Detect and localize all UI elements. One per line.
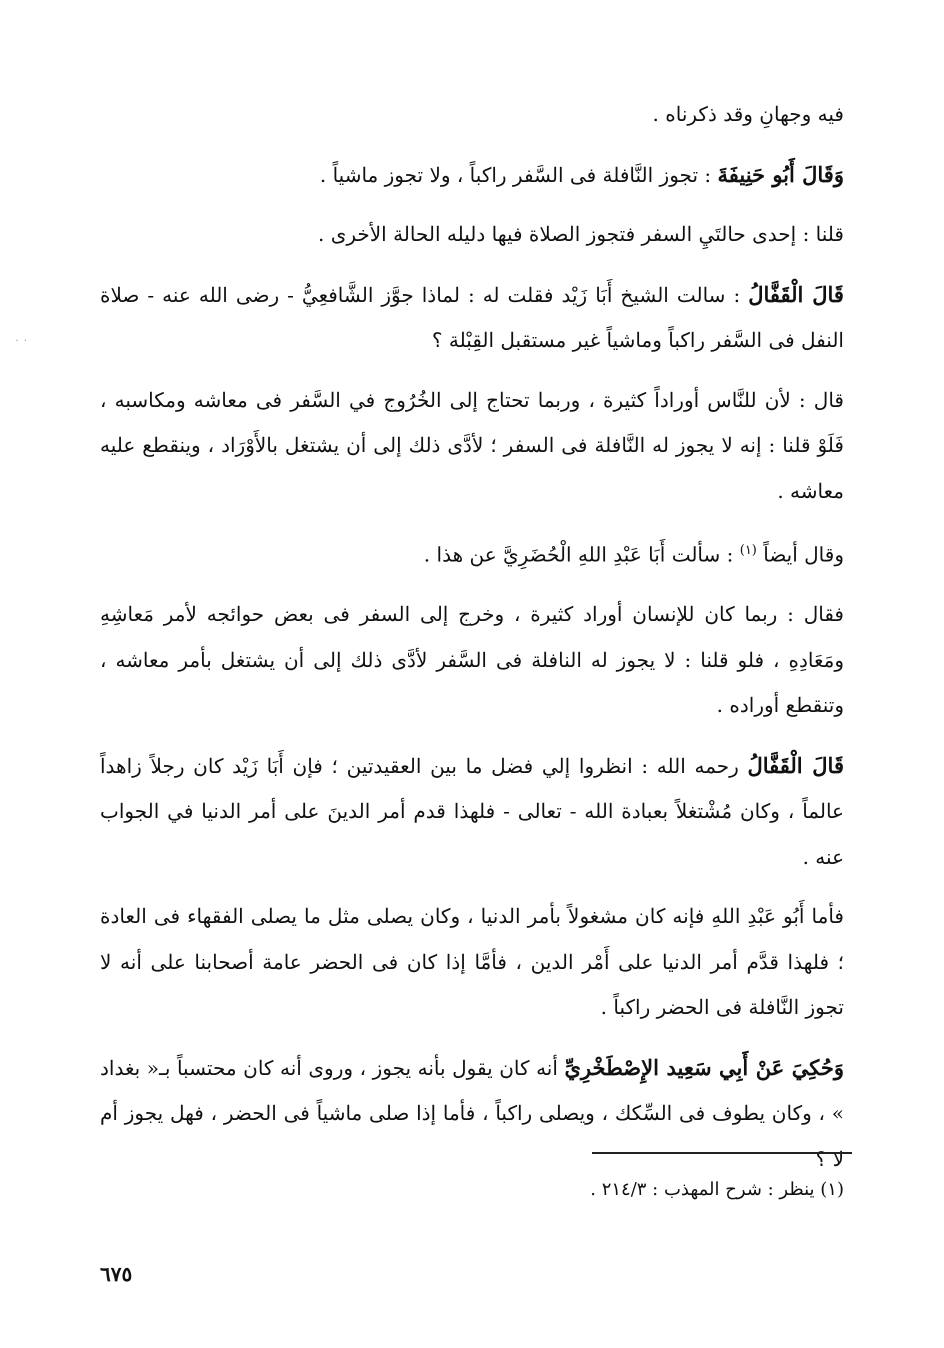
paragraph-1 [100, 92, 844, 138]
paragraph-7 [100, 592, 844, 729]
paragraph-5-text: قال : لأن للنَّاس أوراداً كثيرة ، وربما تحتاج إلى الخُرُوج في السَّفر فى معاشه ومكاسبه ، فَلَوْ قلنا : إنه لا يجوز له النَّافلة فى السفر ؛ لأدَّى ذلك إلى أن يشتغل بالأَوْرَاد ، وينقطع عليه معاشه . [100, 387, 844, 503]
paragraph-4-lead: قَالَ الْقَفَّالُ [748, 281, 844, 307]
paragraph-6-text-end: : سألت أَبَا عَبْدِ اللهِ الْحُضَرِيَّ عن هذا . [423, 542, 740, 567]
paragraph-6-text-start: وقال أيضاً [756, 542, 844, 567]
paragraph-4 [100, 272, 844, 364]
paragraph-1-text: فيه وجهانِ وقد ذكرناه . [652, 102, 844, 126]
paragraph-10-lead: وَحُكِيَ عَنْ أَبِي سَعِيد الإِصْطَخْرِيِّ [564, 1054, 844, 1080]
paragraph-6 [100, 528, 844, 578]
paragraph-8-text: رحمه الله : انظروا إلي فضل ما بين العقيدتين ؛ فإن أَبَا زَيْد كان رجلاً زاهداً عالماً ، وكان مُشْتغلاً بعبادة الله - تعالى - فلهذا قدم أمر الدينَ على أمر الدنيا في الجواب عنه . [100, 753, 844, 869]
footnote-divider [592, 1152, 852, 1154]
paragraph-8 [100, 743, 844, 881]
paragraph-10 [100, 1045, 844, 1183]
paragraph-9 [100, 894, 844, 1031]
paragraph-7-text: فقال : ربما كان للإنسان أوراد كثيرة ، وخرج إلى السفر فى بعض حوائجه لأمر مَعاشِهِ ومَعَادِهِ ، فلو قلنا : لا يجوز له النافلة فى السَّفر لأدَّى ذلك إلى أن يشتغل بأمر معاشه ، وتنقطع أوراده . [100, 602, 844, 718]
paragraph-4-text: : سالت الشيخ أَبَا زَيْد فقلت له : لماذا جوَّز الشَّافعِيُّ - رضى الله عنه - صلاة النفل فى السَّفر راكباً وماشياً غير مستقبل القِبْلة ؟ [100, 282, 844, 352]
paragraph-5 [100, 378, 844, 515]
paragraph-2-lead: وَقَالَ أَبُو حَنِيفَةَ [717, 161, 844, 187]
main-text [100, 92, 844, 1196]
paragraph-2 [100, 152, 844, 199]
scan-artifact: · · [15, 336, 28, 347]
paragraph-2-text: : تجوز النَّافلة فى السَّفر راكباً ، ولا تجوز ماشياً . [319, 162, 718, 187]
paragraph-10-text: أنه كان يقول بأنه يجوز ، وروى أنه كان محتسباً بـ« بغداد » ، وكان يطوف فى السِّكك ، ويصلى راكباً ، فأما إذا صلى ماشياً فى الحضر ، فهل يجوز أم لا ؟ [100, 1055, 844, 1171]
paragraph-3 [100, 212, 844, 258]
footnote: (١) ينظر : شرح المهذب : ٢١٤/٣ . [590, 1179, 844, 1200]
page-number: ٦٧٥ [100, 1262, 133, 1286]
footnote-marker: (١) [739, 543, 757, 558]
paragraph-8-lead: قَالَ الْقَفَّالُ [747, 752, 844, 778]
paragraph-3-text: قلنا : إحدى حالتَيِ السفر فتجوز الصلاة فيها دليله الحالة الأخرى . [318, 222, 844, 246]
paragraph-9-text: فأما أَبُو عَبْدِ اللهِ فإنه كان مشغولاً بأمر الدنيا ، وكان يصلى مثل ما يصلى الفقهاء فى العادة ؛ فلهذا قدَّم أمر الدنيا على أَمْر الدين ، فأمَّا إذا كان فى الحضر عامة أصحابنا على أنه لا تجوز النَّافلة فى الحضر راكباً . [100, 904, 844, 1020]
